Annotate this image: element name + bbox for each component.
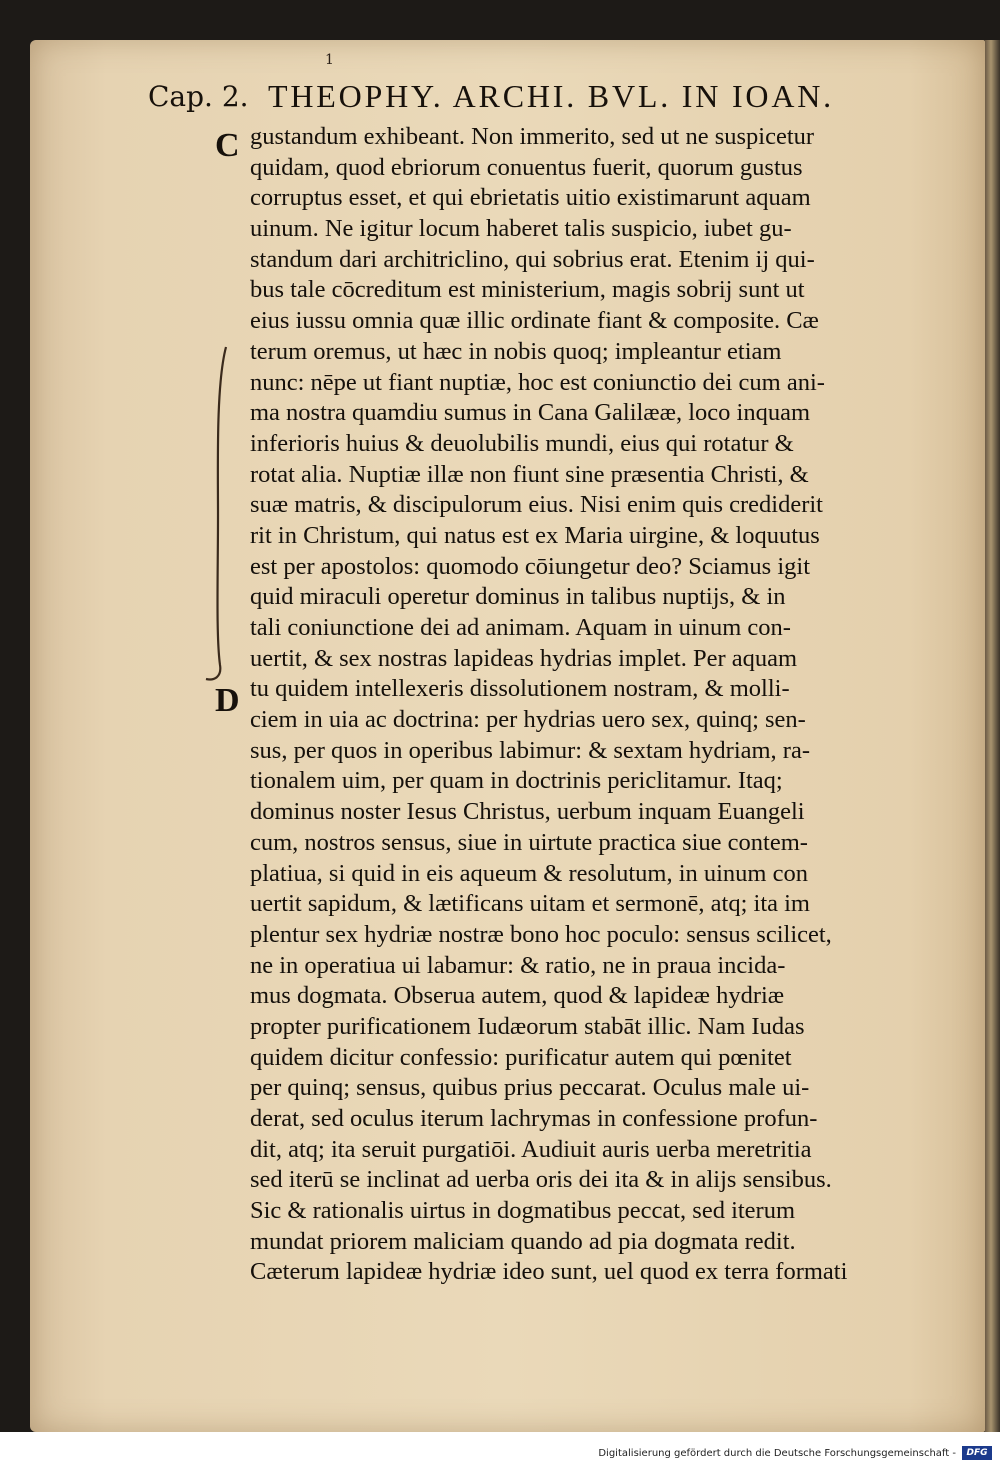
- page-mark: 1: [325, 52, 334, 68]
- text-line: terum oremus, ut hæc in nobis quoq; impleantur etiam: [250, 337, 782, 365]
- text-line: rit in Christum, qui natus est ex Maria uirgine, & loquutus: [250, 521, 820, 549]
- chapter-label: Cap. 2.: [148, 80, 249, 113]
- text-line: platiua, si quid in eis aqueum & resolutum, in uinum con: [250, 859, 808, 887]
- text-line: standum dari architriclino, qui sobrius erat. Etenim ij qui-: [250, 245, 815, 273]
- text-line: ciem in uia ac doctrina: per hydrias uero sex, quinq; sen-: [250, 706, 806, 734]
- text-line: per quinq; sensus, quibus prius peccarat. Oculus male ui-: [250, 1074, 810, 1102]
- text-line: uinum. Ne igitur locum haberet talis suspicio, iubet gu-: [250, 215, 792, 243]
- section-marker-c: C: [215, 127, 240, 164]
- text-line: quidem dicitur confessio: purificatur autem qui pœnitet: [250, 1043, 792, 1071]
- text-line: tali coniunctione dei ad animam. Aquam in uinum con-: [250, 614, 791, 641]
- text-line: eius iussu omnia quæ illic ordinate fiant & composite. Cæ: [250, 307, 819, 335]
- text-line: tionalem uim, per quam in doctrinis periclitamur. Itaq;: [250, 767, 783, 795]
- text-line: quidam, quod ebriorum conuentus fuerit, quorum gustus: [250, 153, 803, 181]
- footer-bar: [0, 1432, 1000, 1474]
- text-line: sed iterū se inclinat ad uerba oris dei ita & in alijs sensibus.: [250, 1166, 832, 1194]
- text-line: dit, atq; ita seruit purgatiōi. Audiuit auris uerba meretritia: [250, 1135, 812, 1163]
- body-text: [250, 122, 940, 1288]
- text-line: est per apostolos: quomodo cōiungetur deo? Sciamus igit: [250, 552, 811, 580]
- text-line: ne in operatiua ui labamur: & ratio, ne in praua incida-: [250, 951, 786, 979]
- text-line: propter purificationem Iudæorum stabāt illic. Nam Iudas: [250, 1012, 805, 1040]
- text-line: mundat priorem maliciam quando ad pia dogmata redit.: [250, 1227, 796, 1255]
- text-line: tu quidem intellexeris dissolutionem nostram, & molli-: [250, 675, 790, 703]
- running-header: [148, 80, 908, 120]
- text-line: Sic & rationalis uirtus in dogmatibus peccat, sed iterum: [250, 1197, 796, 1225]
- text-line: bus tale cōcreditum est ministerium, magis sobrij sunt ut: [250, 276, 805, 304]
- text-line: ma nostra quamdiu sumus in Cana Galilææ, loco inquam: [250, 399, 811, 427]
- running-title: THEOPHY. ARCHI. BVL. IN IOAN.: [268, 78, 834, 114]
- text-line: dominus noster Iesus Christus, uerbum inquam Euangeli: [250, 798, 805, 826]
- section-marker-d: D: [215, 682, 240, 719]
- text-line: rotat alia. Nuptiæ illæ non fiunt sine præsentia Christi, &: [250, 460, 809, 488]
- text-line: nunc: nēpe ut fiant nuptiæ, hoc est coniunctio dei cum ani-: [250, 368, 825, 396]
- text-line: mus dogmata. Obserua autem, quod & lapideæ hydriæ: [250, 982, 785, 1010]
- page-edge: [985, 40, 1000, 1432]
- text-line: corruptus esset, et qui ebrietatis uitio existimarunt aquam: [250, 184, 811, 212]
- text-line: cum, nostros sensus, siue in uirtute practica siue contem-: [250, 828, 808, 856]
- text-line: plentur sex hydriæ nostræ bono hoc poculo: sensus scilicet,: [250, 920, 832, 948]
- text-line: gustandum exhibeant. Non immerito, sed ut ne suspicetur: [250, 123, 815, 150]
- text-line: quid miraculi operetur dominus in talibus nuptijs, & in: [250, 583, 786, 611]
- text-line: uertit, & sex nostras lapideas hydrias implet. Per aquam: [250, 644, 798, 672]
- text-line: uertit sapidum, & lætificans uitam et sermonē, atq; ita im: [250, 890, 810, 918]
- text-line: sus, per quos in operibus labimur: & sextam hydriam, ra-: [250, 736, 810, 764]
- margin-bracket: [204, 345, 234, 685]
- text-line: Cæterum lapideæ hydriæ ideo sunt, uel quod ex terra formati: [250, 1258, 848, 1286]
- text-line: derat, sed oculus iterum lachrymas in confessione profun-: [250, 1105, 818, 1132]
- text-line: suæ matris, & discipulorum eius. Nisi enim quis crediderit: [250, 491, 823, 519]
- funding-credit: Digitalisierung gefördert durch die Deutsche Forschungsgemeinschaft -: [598, 1448, 956, 1459]
- text-line: inferioris huius & deuolubilis mundi, eius qui rotatur &: [250, 429, 794, 457]
- dfg-logo: DFG: [962, 1446, 992, 1460]
